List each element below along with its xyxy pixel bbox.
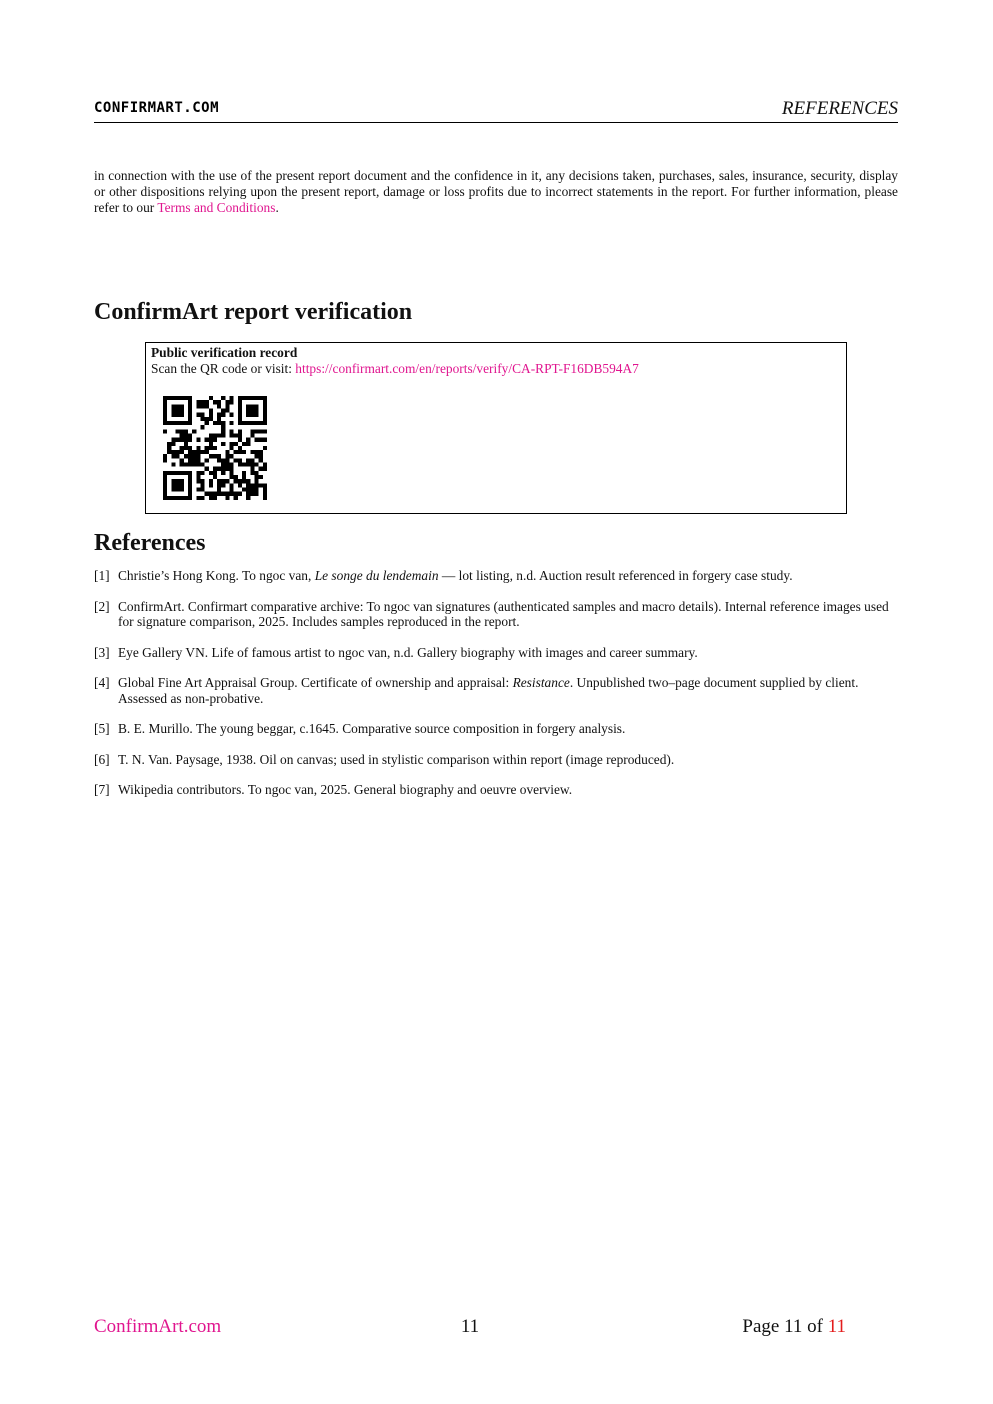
page-footer xyxy=(94,1316,846,1340)
reference-number: [1] xyxy=(94,568,110,583)
terms-and-conditions-link[interactable]: Terms and Conditions xyxy=(157,200,276,215)
reference-number: [6] xyxy=(94,751,110,767)
reference-item: [3] Eye Gallery VN. Life of famous artist to ngoc van, n.d. Gallery biography with images and career summary. xyxy=(94,644,698,660)
reference-number: [5] xyxy=(94,721,110,736)
footer-page-count: Page 11 of 11 xyxy=(742,1316,846,1337)
disclaimer-paragraph xyxy=(94,168,898,216)
qr-code[interactable] xyxy=(163,396,267,500)
reference-item: [5] B. E. Murillo. The young beggar, c.1645. Comparative source composition in forgery analysis. xyxy=(94,721,626,736)
reference-item: [7] Wikipedia contributors. To ngoc van, 2025. General biography and oeuvre overview. xyxy=(94,782,573,797)
reference-number: [7] xyxy=(94,782,110,797)
references-list xyxy=(94,568,898,798)
references-heading: References xyxy=(94,530,206,556)
reference-item: [2] ConfirmArt. Confirmart comparative archive: To ngoc van signatures (authenticated samples and macro details). Internal reference images used for signature comparison, 2025. Includes samples reproduced in the report. xyxy=(94,598,889,629)
total-pages-link[interactable]: 11 xyxy=(827,1316,846,1337)
reference-item: [1] Christie’s Hong Kong. To ngoc van, Le songe du lendemain — lot listing, n.d. Auction result referenced in forgery case study. xyxy=(94,568,793,583)
verification-box xyxy=(145,342,847,514)
record-title: Public verification record xyxy=(151,345,298,360)
running-section-title: REFERENCES xyxy=(781,98,898,119)
footer-page-number: 11 xyxy=(460,1316,480,1337)
scan-instruction xyxy=(151,361,639,377)
verification-heading: ConfirmArt report verification xyxy=(94,299,413,325)
confirmart-logo: CONFIRMART.COM xyxy=(94,100,220,116)
reference-number: [4] xyxy=(94,675,110,690)
reference-number: [2] xyxy=(94,598,110,614)
verification-url-link[interactable]: https://confirmart.com/en/reports/verify/CA-RPT-F16DB594A7 xyxy=(295,361,639,376)
reference-item: [4] Global Fine Art Appraisal Group. Certificate of ownership and appraisal: Resistance. Unpublished two–page document supplied by client. Assessed as non-probative. xyxy=(94,675,859,706)
disclaimer-end: . xyxy=(275,200,279,215)
scan-text: Scan the QR code or visit: xyxy=(151,361,296,376)
disclaimer-text: in connection with the use of the present report document and the confidence in it, any decisions taken, purchases, sales, insurance, security, display or other dispositions relying upon the present report, damage or loss profits due to incorrect statements in the report. For further information, please refer to our xyxy=(94,168,898,215)
reference-item: [6] T. N. Van. Paysage, 1938. Oil on canvas; used in stylistic comparison within report (image reproduced). xyxy=(94,751,675,767)
footer-site-link[interactable]: ConfirmArt.com xyxy=(94,1316,222,1337)
reference-number: [3] xyxy=(94,644,110,660)
page-header xyxy=(94,98,898,123)
